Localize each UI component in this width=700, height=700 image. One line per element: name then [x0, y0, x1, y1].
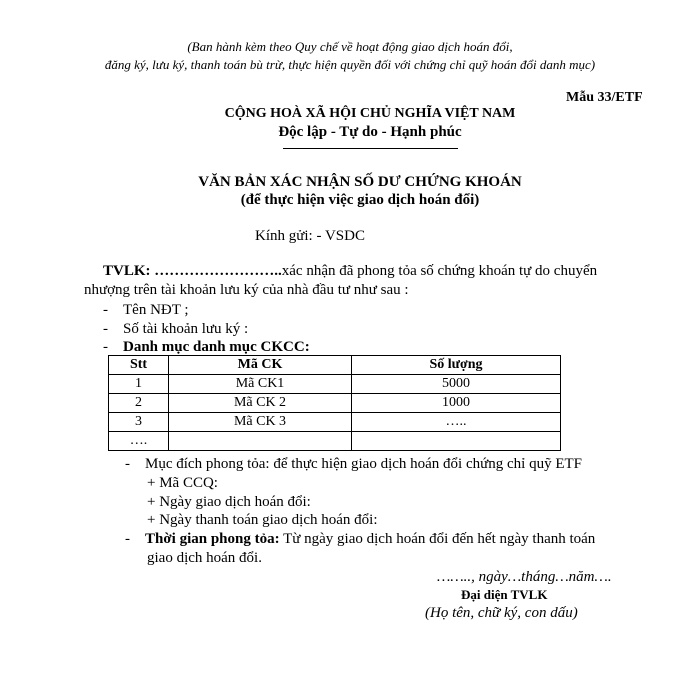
bullet-dash: -	[103, 339, 108, 355]
body-line-2: nhượng trên tài khoản lưu ký của nhà đầu tư như sau :	[84, 282, 409, 298]
table-header-row	[109, 356, 561, 375]
confirmation-text: xác nhận đã phong tỏa số chứng khoán tự do chuyển	[281, 263, 598, 279]
cell-ma-ck: Mã CK 2	[169, 394, 352, 413]
list-item-securities	[103, 339, 310, 356]
cell-so-luong: 1000	[352, 394, 561, 413]
bullet-dash: -	[103, 321, 108, 337]
account-number-label: Số tài khoản lưu ký :	[123, 321, 249, 337]
header-so-luong: Số lượng	[352, 356, 561, 375]
cell-so-luong: 5000	[352, 375, 561, 394]
swap-trade-date-label: + Ngày giao dịch hoán đổi:	[147, 494, 311, 510]
securities-list-label: Danh mục danh mục CKCC:	[123, 339, 310, 355]
header-ma-ck: Mã CK	[169, 356, 352, 375]
cell-stt: 1	[109, 375, 169, 394]
bullet-dash: -	[125, 531, 130, 547]
table-row	[109, 375, 561, 394]
cell-stt: ….	[109, 432, 169, 451]
list-item-investor	[103, 302, 189, 319]
bullet-dash: -	[103, 302, 108, 318]
cell-stt: 3	[109, 413, 169, 432]
purpose-line	[125, 456, 582, 473]
cell-ma-ck: Mã CK1	[169, 375, 352, 394]
national-title: CỘNG HOÀ XÃ HỘI CHỦ NGHĨA VIỆT NAM	[224, 106, 516, 121]
cell-so-luong	[352, 432, 561, 451]
header-stt: Stt	[109, 356, 169, 375]
table-row	[109, 394, 561, 413]
cell-ma-ck	[169, 432, 352, 451]
table-row	[109, 432, 561, 451]
form-code: Mẫu 33/ETF	[566, 90, 643, 105]
motto-underline	[283, 148, 458, 149]
cell-stt: 2	[109, 394, 169, 413]
body-line-1	[103, 263, 597, 280]
document-subtitle: (để thực hiện việc giao dịch hoán đổi)	[240, 192, 480, 208]
document-title: VĂN BẢN XÁC NHẬN SỐ DƯ CHỨNG KHOÁN	[198, 174, 522, 190]
purpose-text: Mục đích phong tỏa: để thực hiện giao dịch hoán đổi chứng chỉ quỹ ETF	[145, 456, 583, 472]
securities-table	[108, 355, 561, 451]
duration-label: Thời gian phong tỏa:	[145, 531, 280, 547]
tvlk-dots: ……………………..	[154, 263, 282, 279]
signature-note: (Họ tên, chữ ký, con dấu)	[425, 605, 578, 621]
list-item-account	[103, 321, 248, 338]
duration-text: Từ ngày giao dịch hoán đổi đến hết ngày thanh toán	[279, 531, 596, 547]
fund-code-label: + Mã CCQ:	[147, 475, 218, 491]
representative-label: Đại diện TVLK	[461, 587, 548, 602]
investor-name-label: Tên NĐT ;	[123, 302, 189, 318]
regulation-note-line1: (Ban hành kèm theo Quy chế về hoạt động giao dịch hoán đổi,	[187, 39, 513, 54]
tvlk-label: TVLK:	[103, 263, 155, 279]
date-line: …….., ngày…tháng…năm….	[437, 569, 612, 585]
swap-settlement-date-label: + Ngày thanh toán giao dịch hoán đổi:	[147, 512, 378, 528]
table-row	[109, 413, 561, 432]
cell-ma-ck: Mã CK 3	[169, 413, 352, 432]
regulation-note-line2: đăng ký, lưu ký, thanh toán bù trừ, thực hiện quyền đối với chứng chỉ quỹ hoán đổi danh mục)	[104, 57, 596, 72]
cell-so-luong: …..	[352, 413, 561, 432]
national-motto: Độc lập - Tự do - Hạnh phúc	[278, 124, 462, 140]
bullet-dash: -	[125, 456, 130, 472]
recipient-line: Kính gửi: - VSDC	[255, 228, 365, 244]
duration-line-2: giao dịch hoán đổi.	[147, 550, 262, 566]
duration-line	[125, 531, 595, 548]
